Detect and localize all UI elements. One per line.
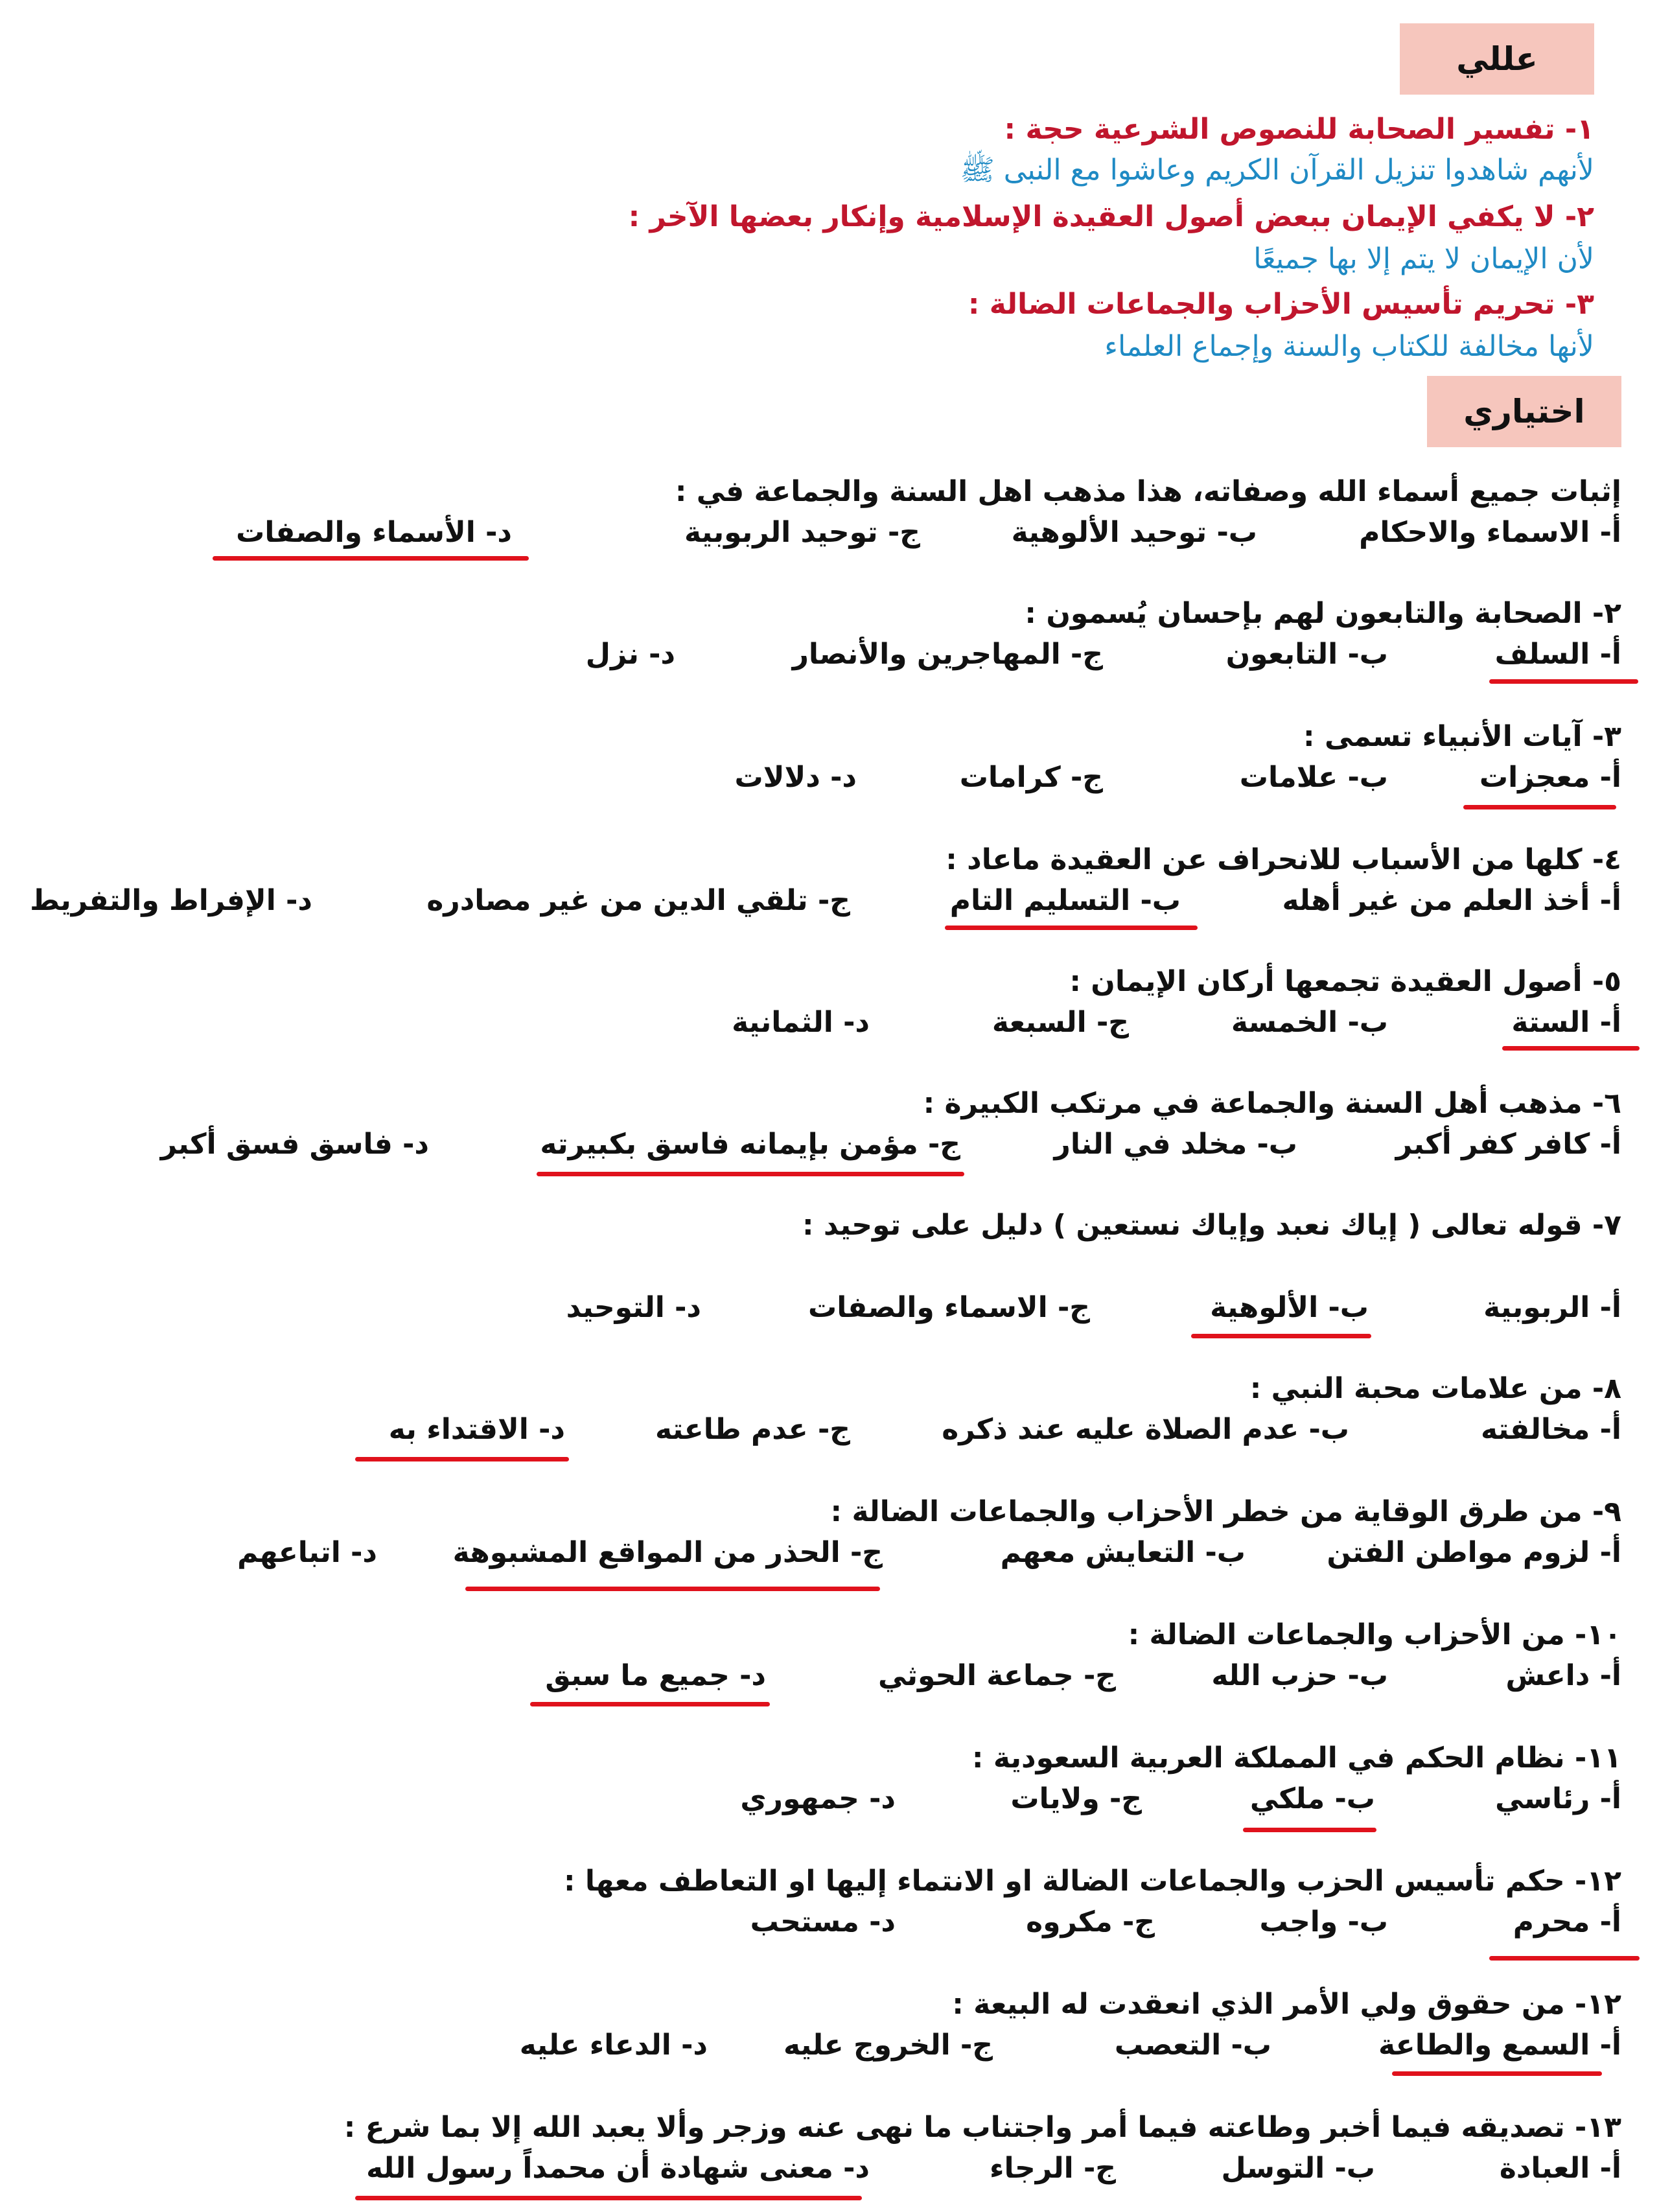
answer-underline-9 (465, 1587, 880, 1591)
mcq-1-option-b: ب- توحيد الألوهية (1011, 516, 1257, 549)
mcq-question-10: ١٠- من الأحزاب والجماعات الضالة : (1128, 1618, 1621, 1651)
mcq-7-option-d: د- التوحيد (566, 1291, 701, 1324)
mcq-question-12: ١٢- حكم تأسيس الحزب والجماعات الضالة او الانتماء إليها او التعاطف معها : (564, 1865, 1621, 1898)
mcq-2-option-a: أ- السلف (1494, 638, 1621, 671)
section-title-mcq: اختياري (1427, 376, 1621, 447)
mcq-14-option-a: أ- العبادة (1499, 2152, 1621, 2185)
mcq-9-option-a: أ- لزوم مواطن الفتن (1327, 1536, 1621, 1569)
mcq-13-option-d: د- الدعاء عليه (519, 2029, 708, 2062)
answer-underline-11 (1243, 1828, 1376, 1832)
mcq-2-option-d: د- نزل (585, 638, 675, 671)
mcq-3-option-c: ج- كرامات (959, 761, 1103, 794)
answer-underline-6 (537, 1172, 964, 1176)
answer-underline-12 (1489, 1956, 1640, 1961)
mcq-question-9: ٩- من طرق الوقاية من خطر الأحزاب والجماعات الضالة : (830, 1495, 1621, 1528)
mcq-12-option-b: ب- واجب (1259, 1905, 1388, 1938)
reason-answer-3: لأنها مخالفة للكتاب والسنة وإجماع العلماء (1104, 330, 1594, 363)
mcq-4-option-b: ب- التسليم التام (949, 884, 1181, 917)
mcq-question-6: ٦- مذهب أهل السنة والجماعة في مرتكب الكبيرة : (923, 1087, 1621, 1120)
mcq-11-option-c: ج- ولايات (1010, 1782, 1142, 1815)
mcq-question-2: ٢- الصحابة والتابعون لهم بإحسان يُسمون : (1025, 597, 1621, 630)
mcq-10-option-b: ب- حزب الله (1211, 1659, 1388, 1692)
mcq-question-5: ٥- أصول العقيدة تجمعها أركان الإيمان : (1069, 965, 1621, 998)
mcq-6-option-b: ب- مخلد في النار (1054, 1128, 1297, 1161)
mcq-6-option-c: ج- مؤمن بإيمانه فاسق بكبيرته (540, 1128, 960, 1161)
mcq-5-option-a: أ- الستة (1511, 1006, 1621, 1039)
answer-underline-4 (945, 926, 1198, 930)
mcq-10-option-c: ج- جماعة الحوثي (877, 1659, 1116, 1692)
reason-answer-2: لأن الإيمان لا يتم إلا بها جميعًا (1253, 242, 1594, 275)
mcq-14-option-c: ج- الرجاء (990, 2152, 1116, 2185)
mcq-9-option-d: د- اتباعهم (237, 1536, 377, 1569)
answer-underline-1 (213, 556, 529, 561)
mcq-5-option-c: ج- السبعة (992, 1006, 1129, 1039)
reason-question-1: ١- تفسير الصحابة للنصوص الشرعية حجة : (1004, 113, 1594, 146)
reason-question-2: ٢- لا يكفي الإيمان ببعض أصول العقيدة الإسلامية وإنكار بعضها الآخر : (628, 200, 1594, 233)
mcq-question-13: ١٢- من حقوق ولي الأمر الذي انعقدت له البيعة : (952, 1988, 1621, 2021)
section-title-reasoning: عللي (1400, 23, 1594, 95)
mcq-question-8: ٨- من علامات محبة النبي : (1249, 1372, 1621, 1405)
answer-underline-10 (530, 1702, 770, 1706)
mcq-question-3: ٣- آيات الأنبياء تسمى : (1303, 720, 1621, 753)
mcq-11-option-b: ب- ملكي (1249, 1782, 1375, 1815)
answer-underline-13 (1392, 2071, 1602, 2076)
reason-question-3: ٣- تحريم تأسيس الأحزاب والجماعات الضالة : (968, 288, 1594, 321)
mcq-10-option-d: د- جميع ما سبق (545, 1659, 766, 1692)
mcq-12-option-d: د- مستحب (750, 1905, 896, 1938)
answer-underline-14 (355, 2196, 862, 2200)
mcq-4-option-c: ج- تلقي الدين من غير مصادره (426, 884, 850, 917)
mcq-4-option-d: د- الإفراط والتفريط (30, 884, 312, 917)
mcq-11-option-a: أ- رئاسي (1495, 1782, 1621, 1815)
mcq-7-option-c: ج- الاسماء والصفات (808, 1291, 1090, 1324)
mcq-11-option-d: د- جمهوري (740, 1782, 896, 1815)
mcq-2-option-b: ب- التابعون (1225, 638, 1388, 671)
mcq-5-option-b: ب- الخمسة (1231, 1006, 1388, 1039)
mcq-12-option-c: ج- مكروه (1026, 1905, 1155, 1938)
mcq-1-option-c: ج- توحيد الربوبية (684, 516, 920, 549)
answer-underline-7 (1191, 1334, 1371, 1338)
reason-answer-1: لأنهم شاهدوا تنزيل القرآن الكريم وعاشوا مع النبى ﷺ (960, 154, 1594, 187)
answer-underline-5 (1502, 1046, 1640, 1051)
mcq-14-option-b: ب- التوسل (1221, 2152, 1375, 2185)
mcq-14-option-d: د- معنى شهادة أن محمداً رسول الله (366, 2152, 870, 2185)
mcq-2-option-c: ج- المهاجرين والأنصار (792, 638, 1103, 671)
mcq-9-option-b: ب- التعايش معهم (1000, 1536, 1246, 1569)
mcq-8-option-b: ب- عدم الصلاة عليه عند ذكره (942, 1413, 1349, 1446)
mcq-7-option-a: أ- الربوبية (1483, 1291, 1621, 1324)
mcq-6-option-d: د- فاسق فسق أكبر (160, 1128, 429, 1161)
mcq-6-option-a: أ- كافر كفر أكبر (1395, 1128, 1621, 1161)
mcq-3-option-a: أ- معجزات (1479, 761, 1621, 794)
mcq-1-option-d: د- الأسماء والصفات (236, 516, 512, 549)
mcq-3-option-d: د- دلالات (734, 761, 857, 794)
answer-underline-2 (1489, 679, 1638, 684)
mcq-4-option-a: أ- أخذ العلم من غير أهله (1282, 884, 1621, 917)
mcq-7-option-b: ب- الألوهية (1210, 1291, 1369, 1324)
mcq-12-option-a: أ- محرم (1513, 1905, 1621, 1938)
mcq-13-option-a: أ- السمع والطاعة (1378, 2029, 1621, 2062)
mcq-8-option-c: ج- عدم طاعته (655, 1413, 850, 1446)
mcq-8-option-d: د- الاقتداء به (388, 1413, 565, 1446)
mcq-question-11: ١١- نظام الحكم في المملكة العربية السعودية : (971, 1741, 1621, 1775)
mcq-5-option-d: د- الثمانية (732, 1006, 870, 1039)
mcq-question-1: إثبات جميع أسماء الله وصفاته، هذا مذهب اهل السنة والجماعة في : (675, 475, 1621, 508)
answer-underline-8 (355, 1457, 569, 1461)
answer-underline-3 (1463, 805, 1616, 809)
mcq-question-4: ٤- كلها من الأسباب للانحراف عن العقيدة ماعاد : (946, 843, 1621, 876)
mcq-13-option-b: ب- التعصب (1114, 2029, 1271, 2062)
mcq-1-option-a: أ- الاسماء والاحكام (1359, 516, 1621, 549)
mcq-13-option-c: ج- الخروج عليه (783, 2029, 993, 2062)
mcq-10-option-a: أ- داعش (1505, 1659, 1621, 1692)
mcq-9-option-c: ج- الحذر من المواقع المشبوهة (452, 1536, 883, 1569)
mcq-8-option-a: أ- مخالفته (1481, 1413, 1621, 1446)
mcq-3-option-b: ب- علامات (1239, 761, 1388, 794)
mcq-question-14: ١٣- تصديقه فيما أخبر وطاعته فيما أمر واجتناب ما نهى عنه وزجر وألا يعبد الله إلا بما شرع : (343, 2111, 1621, 2144)
mcq-question-7: ٧- قوله تعالى ( إياك نعبد وإياك نستعين ) دليل على توحيد : (802, 1209, 1621, 1242)
